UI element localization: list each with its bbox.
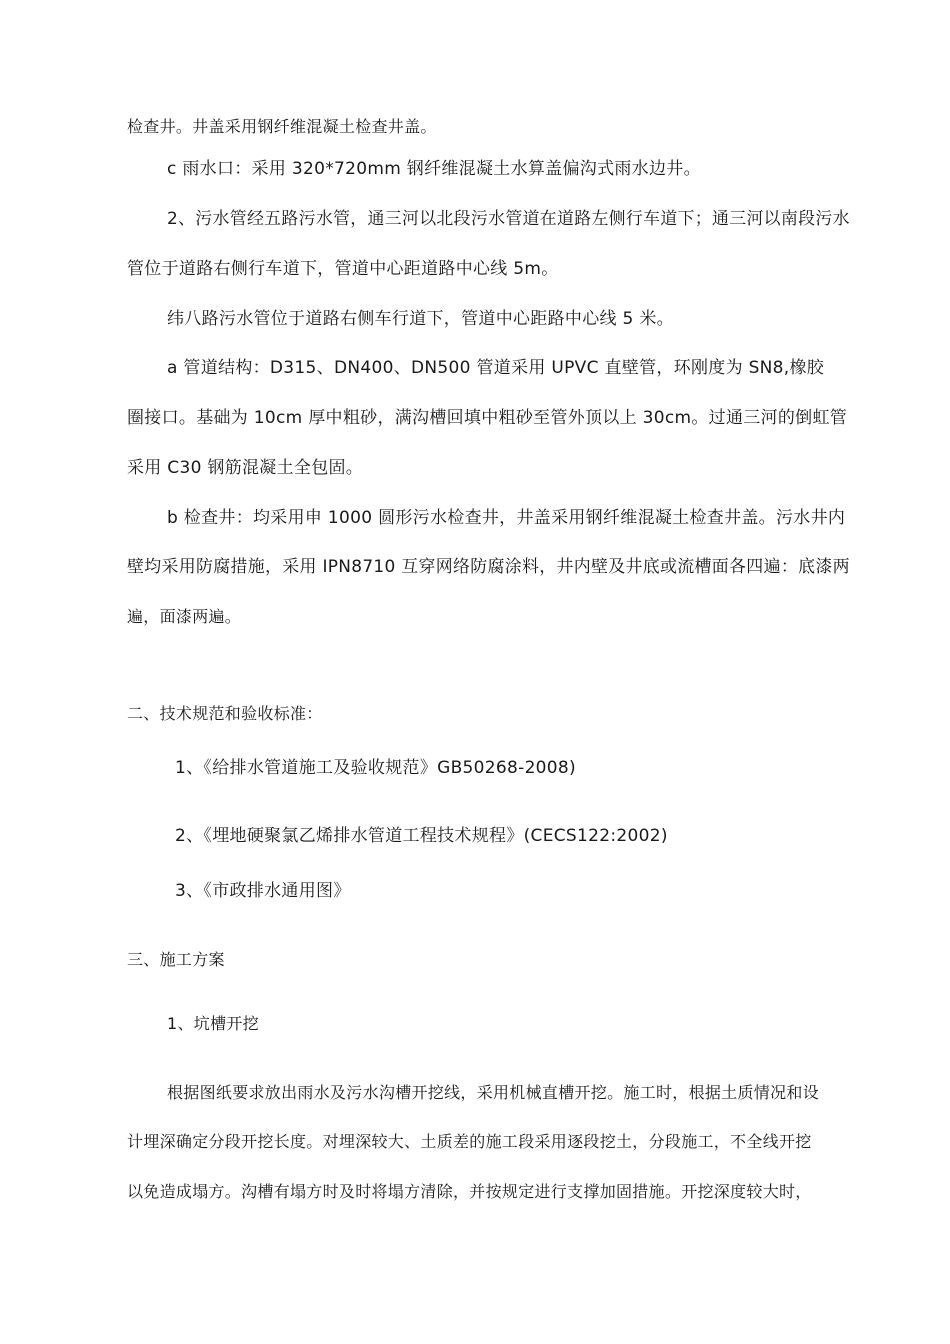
reference-item: 3、《市政排水通用图》 (175, 881, 351, 901)
reference-item: 2、《埋地硬聚氯乙烯排水管道工程技术规程》(CECS122:2002) (175, 826, 668, 846)
paragraph-line: 采用 C30 钢筋混凝土全包固。 (127, 458, 364, 478)
section-heading: 三、施工方案 (127, 950, 225, 969)
paragraph-line: 2、污水管经五路污水管，通三河以北段污水管道在道路左侧行车道下；通三河以南段污水 (167, 209, 850, 229)
paragraph-line: a 管道结构：D315、DN400、DN500 管道采用 UPVC 直壁管，环刚度为 SN8,橡胶 (167, 358, 825, 378)
paragraph-line: 遍，面漆两遍。 (127, 607, 242, 626)
paragraph-line: 根据图纸要求放出雨水及污水沟槽开挖线，采用机械直槽开挖。施工时，根据土质情况和设 (167, 1083, 820, 1102)
paragraph-line: 以免造成塌方。沟槽有塌方时及时将塌方清除，并按规定进行支撑加固措施。开挖深度较大时， (127, 1182, 812, 1201)
paragraph-line: 管位于道路右侧行车道下，管道中心距道路中心线 5m。 (127, 259, 559, 279)
paragraph-line: 圈接口。基础为 10cm 厚中粗砂，满沟槽回填中粗砂至管外顶以上 30cm。过通三河的倒虹管 (127, 408, 848, 428)
subsection-heading: 1、坑槽开挖 (167, 1014, 259, 1033)
paragraph-line: 检查井。井盖采用钢纤维混凝土检查井盖。 (127, 117, 437, 136)
reference-item: 1、《给排水管道施工及验收规范》GB50268-2008) (175, 758, 576, 778)
paragraph-line: 计埋深确定分段开挖长度。对埋深较大、土质差的施工段采用逐段挖土，分段施工，不全线开挖 (127, 1132, 812, 1151)
section-heading: 二、技术规范和验收标准： (127, 704, 323, 723)
paragraph-line: c 雨水口：采用 320*720mm 钢纤维混凝土水算盖偏沟式雨水边井。 (167, 159, 701, 179)
paragraph-line: 纬八路污水管位于道路右侧车行道下，管道中心距路中心线 5 米。 (167, 309, 674, 329)
paragraph-line: 壁均采用防腐措施，采用 IPN8710 互穿网络防腐涂料，井内壁及井底或流槽面各四遍：底漆两 (127, 557, 850, 577)
paragraph-line: b 检查井：均采用申 1000 圆形污水检查井，井盖采用钢纤维混凝土检查井盖。污水井内 (167, 508, 846, 528)
